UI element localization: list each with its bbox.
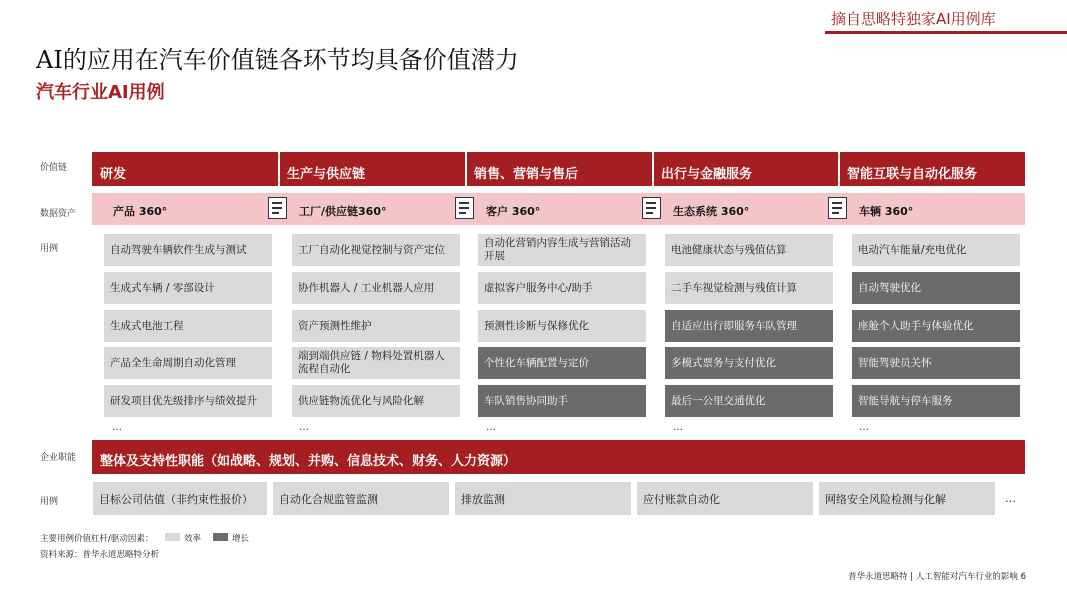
- header-divider: [278, 152, 280, 186]
- side-label-use-cases: 用例: [40, 244, 59, 254]
- use-case-card: 预测性诊断与保修优化: [478, 310, 646, 342]
- data-asset-vehicle: 车辆 360°: [859, 205, 914, 218]
- side-label-value-chain: 价值链: [40, 163, 68, 173]
- use-case-card: 自适应出行即服务车队管理: [665, 310, 833, 342]
- use-case-card: 智能驾驶员关怀: [852, 347, 1020, 379]
- database-icon: [642, 197, 661, 219]
- column-ellipsis: …: [112, 422, 122, 433]
- bottom-use-case: 网络安全风险检测与化解: [819, 482, 995, 515]
- value-chain-mobility: 出行与金融服务: [653, 152, 839, 186]
- use-case-card: 座舱个人助手与体验优化: [852, 310, 1020, 342]
- use-case-card: 资产预测性维护: [292, 310, 460, 342]
- report-tag-text: 摘自思略特独家AI用例库: [831, 10, 996, 28]
- column-ellipsis: …: [299, 422, 309, 433]
- bottom-use-case: 目标公司估值（非约束性报价）: [93, 482, 267, 515]
- side-label-corporate-functions: 企业职能: [40, 453, 77, 463]
- bottom-use-case: 自动化合规监管监测: [273, 482, 449, 515]
- use-case-card: 电池健康状态与残值估算: [665, 234, 833, 266]
- legend-label-efficiency: 效率: [184, 534, 202, 544]
- use-case-card: 产品全生命周期自动化管理: [104, 347, 272, 379]
- header-divider: [838, 152, 840, 186]
- bottom-use-case: 应付账款自动化: [637, 482, 813, 515]
- use-case-card: 自动驾驶优化: [852, 272, 1020, 304]
- use-case-card: 电动汽车能量/充电优化: [852, 234, 1020, 266]
- header-divider: [652, 152, 654, 186]
- use-case-card: 自动驾驶车辆软件生成与测试: [104, 234, 272, 266]
- report-tag: [825, 6, 1067, 34]
- value-chain-sales: 销售、营销与售后: [466, 152, 653, 186]
- use-case-card: 协作机器人 / 工业机器人应用: [292, 272, 460, 304]
- source-note: 资料来源：普华永道思略特分析: [40, 550, 160, 560]
- use-case-card: 个性化车辆配置与定价: [478, 347, 646, 379]
- column-ellipsis: …: [673, 422, 683, 433]
- use-case-card: 研发项目优先级排序与绩效提升: [104, 385, 272, 417]
- column-ellipsis: …: [486, 422, 496, 433]
- use-case-card: 智能导航与停车服务: [852, 385, 1020, 417]
- use-case-card: 供应链物流优化与风险化解: [292, 385, 460, 417]
- use-case-card: 二手车视觉检测与残值计算: [665, 272, 833, 304]
- header-divider: [465, 152, 467, 186]
- use-case-card: 生成式车辆 / 零部设计: [104, 272, 272, 304]
- use-case-card: 自动化营销内容生成与营销活动开展: [478, 234, 646, 266]
- use-case-card: 工厂自动化视觉控制与资产定位: [292, 234, 460, 266]
- data-asset-factory: 工厂/供应链360°: [299, 205, 387, 218]
- use-case-card: 端到端供应链 / 物料处置机器人流程自动化: [292, 347, 460, 379]
- bottom-ellipsis: …: [1005, 492, 1016, 505]
- legend-label-growth: 增长: [232, 534, 250, 544]
- use-case-card: 车队销售协同助手: [478, 385, 646, 417]
- value-chain-rnd: 研发: [92, 152, 279, 186]
- data-asset-customer: 客户 360°: [486, 205, 541, 218]
- data-asset-product: 产品 360°: [113, 205, 168, 218]
- page-subtitle: 汽车行业AI用例: [36, 82, 165, 103]
- legend-swatch-growth: [213, 533, 228, 541]
- use-case-card: 生成式电池工程: [104, 310, 272, 342]
- use-case-card: 虚拟客户服务中心/助手: [478, 272, 646, 304]
- corporate-functions-bar: 整体及支持性职能（如战略、规划、并购、信息技术、财务、人力资源）: [92, 440, 1025, 474]
- column-ellipsis: …: [859, 422, 869, 433]
- use-case-card: 最后一公里交通优化: [665, 385, 833, 417]
- side-label-use-cases-bottom: 用例: [40, 497, 59, 507]
- use-case-card: 多模式票务与支付优化: [665, 347, 833, 379]
- value-chain-production: 生产与供应链: [279, 152, 466, 186]
- database-icon: [455, 197, 474, 219]
- side-label-data-assets: 数据资产: [40, 209, 77, 219]
- value-chain-connected: 智能互联与自动化服务: [839, 152, 1025, 186]
- bottom-use-case: 排放监测: [455, 482, 631, 515]
- data-asset-ecosystem: 生态系统 360°: [673, 205, 750, 218]
- page-title: AI的应用在汽车价值链各环节均具备价值潜力: [36, 46, 519, 74]
- legend-title: 主要用例价值杠杆/驱动因素：: [40, 534, 154, 544]
- page-footer: 普华永道思略特 | 人工智能对汽车行业的影响 6: [848, 572, 1026, 582]
- database-icon: [268, 197, 287, 219]
- legend-swatch-efficiency: [165, 533, 180, 541]
- database-icon: [828, 197, 847, 219]
